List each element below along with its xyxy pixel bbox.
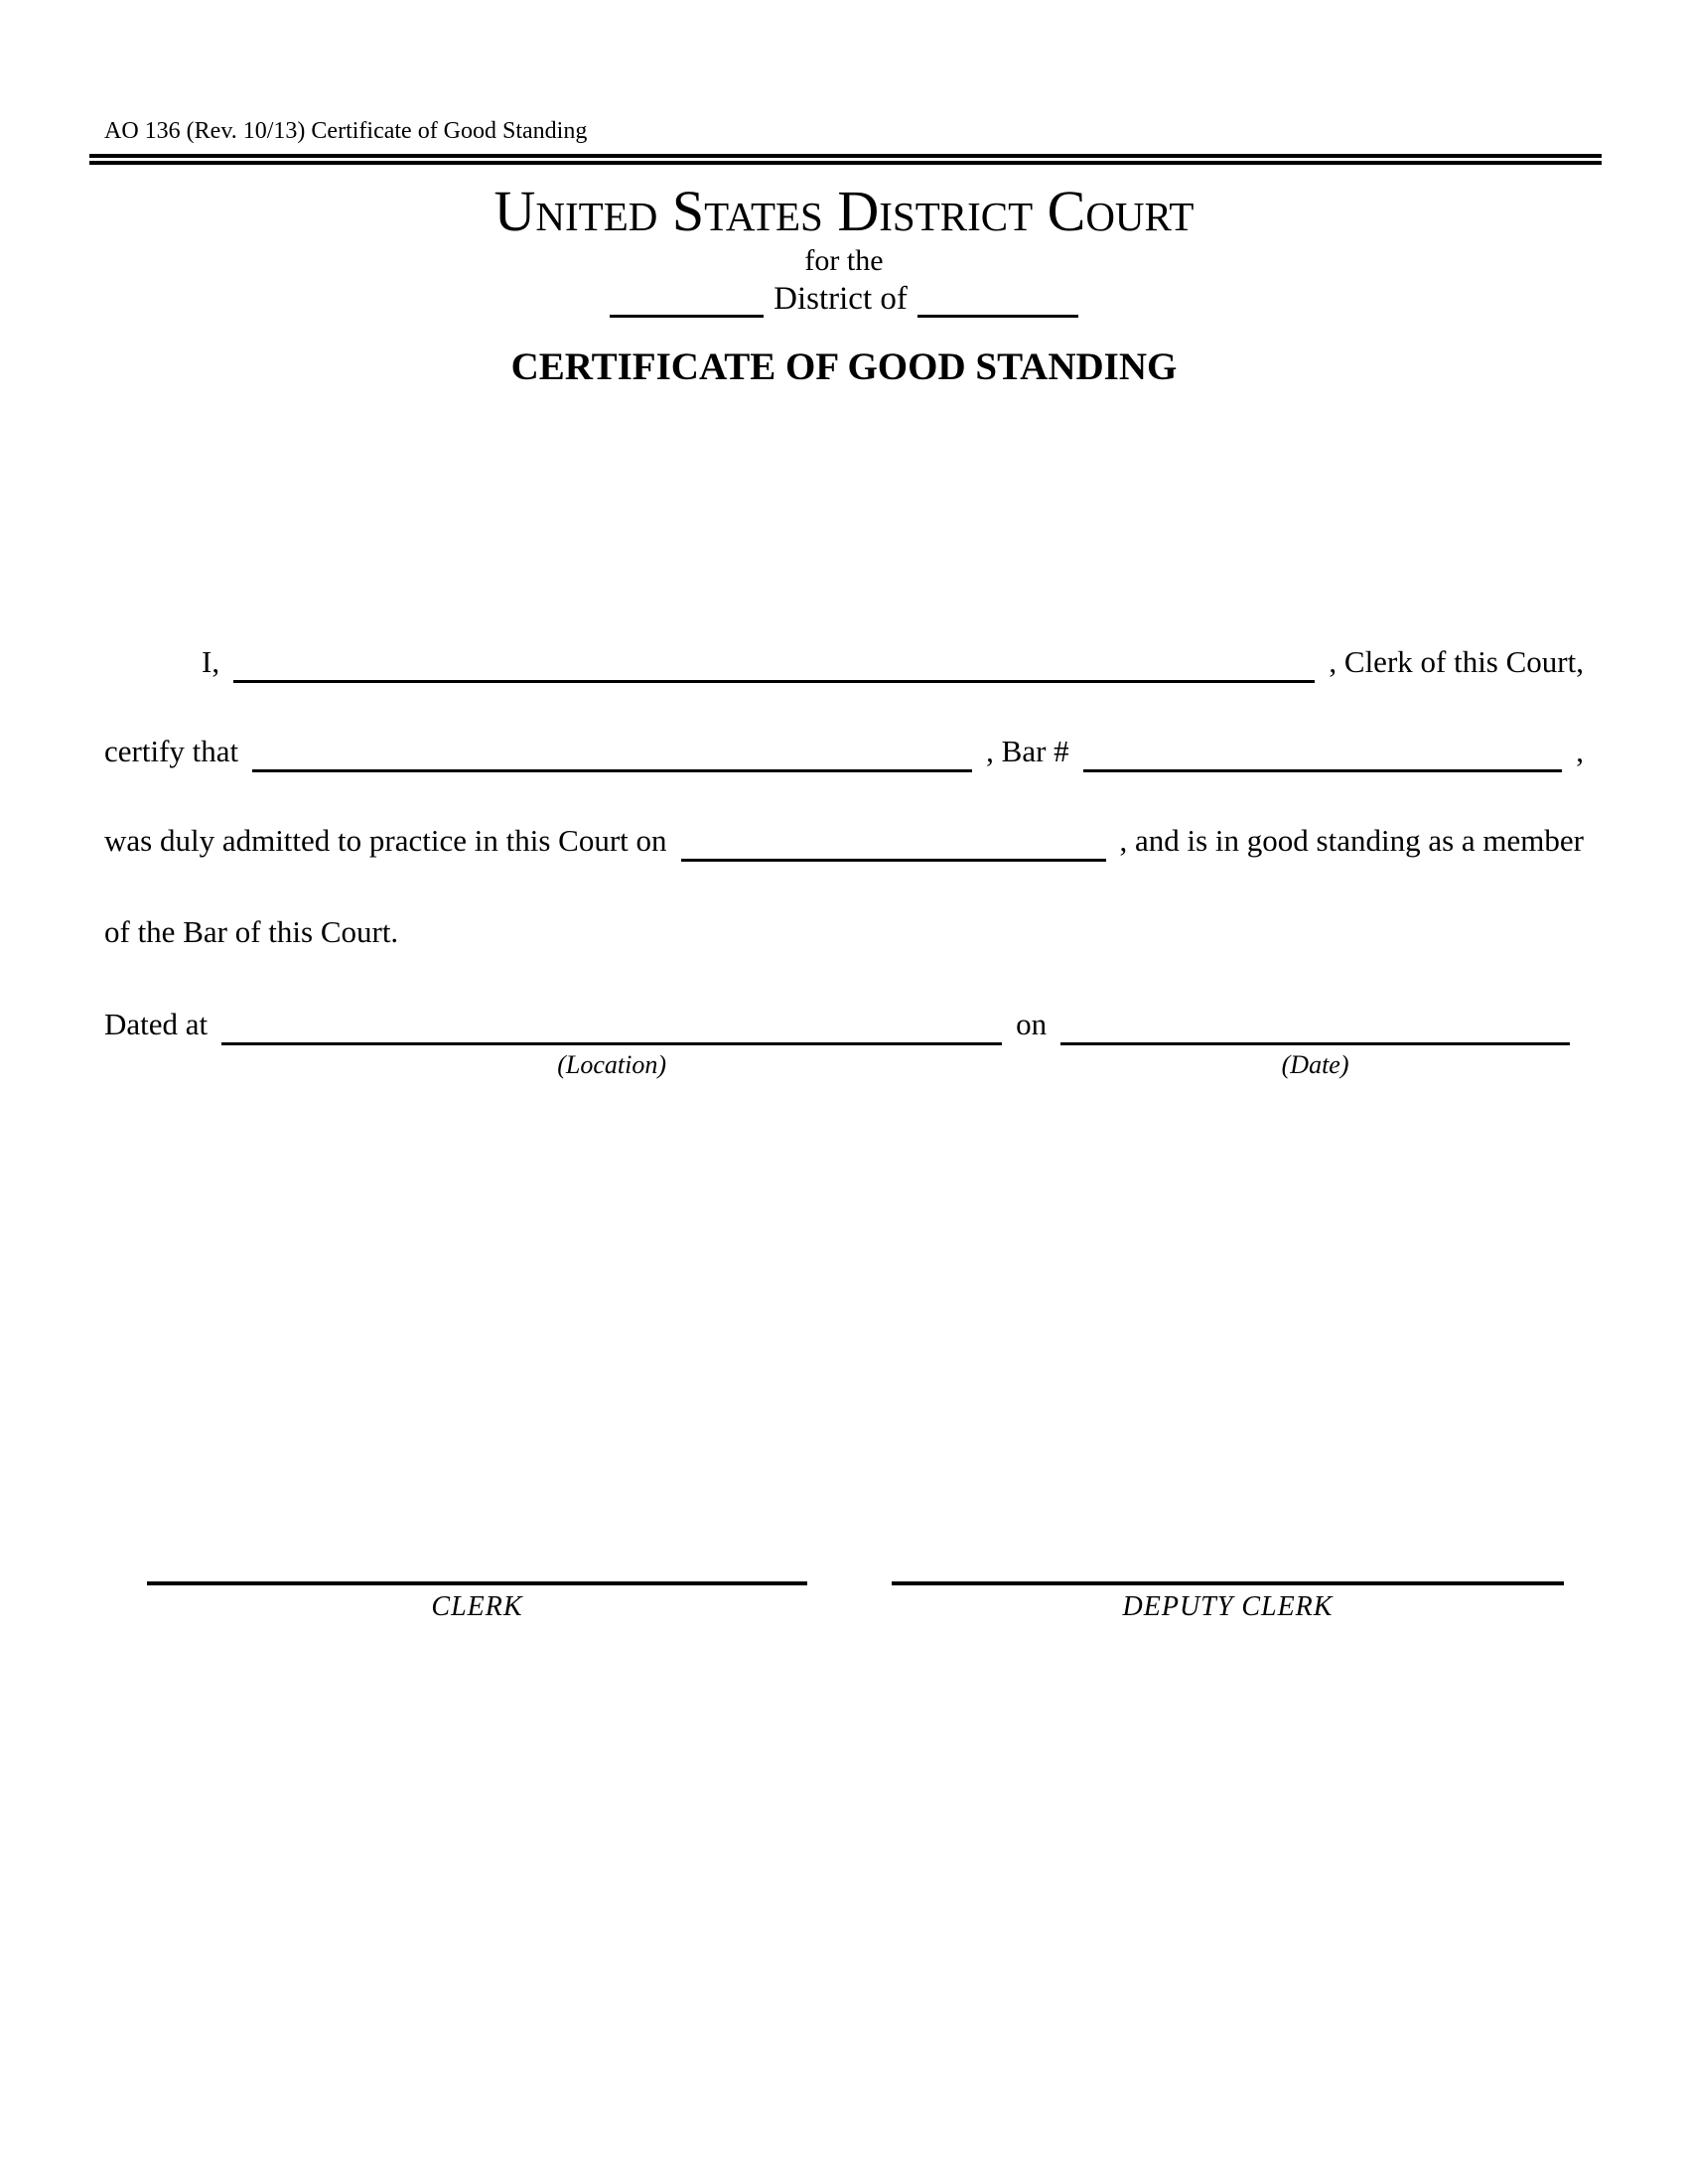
deputy-clerk-signature-block: [892, 1581, 1564, 1624]
line3-prefix-text: was duly admitted to practice in this Court on: [104, 823, 667, 858]
deputy-clerk-label: DEPUTY CLERK: [1122, 1591, 1334, 1622]
district-name-field[interactable]: [917, 280, 1078, 318]
dated-at-text: Dated at: [104, 1007, 209, 1041]
court-title: United States District Court: [493, 179, 1195, 243]
line2-suffix-text: ,: [1576, 734, 1584, 768]
date-field[interactable]: [1060, 1003, 1570, 1045]
clerk-label: CLERK: [431, 1591, 523, 1622]
location-field-group: [221, 1003, 1002, 1080]
for-the-text: for the: [804, 244, 884, 277]
form-id-text: AO 136 (Rev. 10/13) Certificate of Good Standing: [104, 118, 588, 144]
certificate-title: CERTIFICATE OF GOOD STANDING: [510, 345, 1178, 388]
clerk-name-field[interactable]: [233, 640, 1315, 683]
bar-of-court-row: [104, 910, 1584, 953]
district-of-text: District of: [774, 281, 908, 317]
admission-date-field[interactable]: [681, 819, 1106, 862]
line4-text: of the Bar of this Court.: [104, 914, 399, 949]
date-field-group: [1060, 1003, 1570, 1080]
header-divider-rule: [89, 154, 1602, 165]
district-prefix-field[interactable]: [610, 280, 764, 318]
line2-bar-number-text: , Bar #: [986, 734, 1069, 768]
location-field[interactable]: [221, 1003, 1002, 1045]
on-text: on: [1016, 1007, 1048, 1041]
attorney-name-field[interactable]: [252, 730, 972, 772]
certify-that-row: [104, 730, 1584, 772]
line3-suffix-text: , and is in good standing as a member: [1119, 823, 1584, 858]
clerk-statement-row: [104, 640, 1584, 683]
bar-number-field[interactable]: [1083, 730, 1563, 772]
district-line: [0, 280, 1688, 318]
dated-at-row: [104, 1003, 1584, 1080]
date-label: (Date): [1281, 1050, 1349, 1079]
line1-suffix-text: , Clerk of this Court,: [1329, 644, 1584, 679]
line1-prefix-text: I,: [202, 644, 220, 679]
clerk-signature-block: [147, 1581, 807, 1624]
admission-row: [104, 819, 1584, 862]
location-label: (Location): [557, 1050, 667, 1079]
line2-prefix-text: certify that: [104, 734, 239, 768]
